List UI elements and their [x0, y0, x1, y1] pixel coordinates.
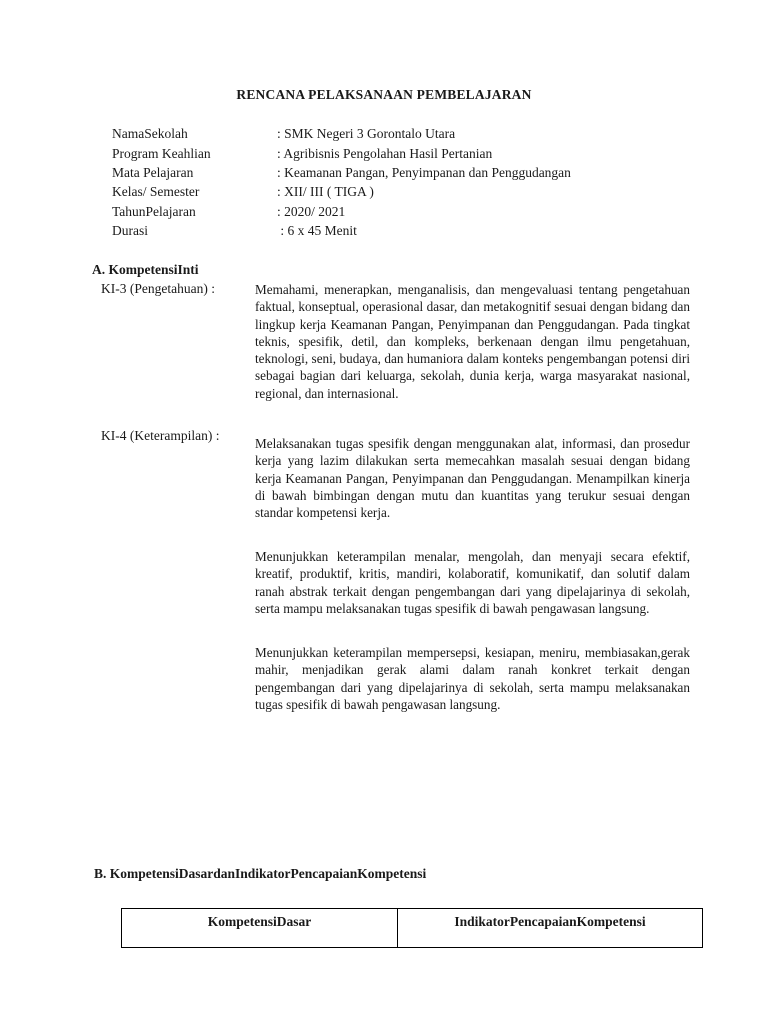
competency-table	[121, 908, 703, 948]
ki3-text: Memahami, menerapkan, menganalisis, dan mengevaluasi tentang pengetahuan faktual, konseptual, operasional dasar, dan metakognitif sesuai dengan bidang dan lingkup kerja Keamanan Pangan, Penyimpanan dan Penggudangan. Pada tingkat teknis, spesifik, detil, dan kompleks, berkenaan dengan ilmu pengetahuan, teknologi, seni, budaya, dan humaniora dalam konteks pengembangan potensi diri sebagai bagian dari keluarga, sekolah, dunia kerja, warga masyarakat nasional, regional, dan internasional.	[255, 282, 690, 401]
identity-label: Durasi	[112, 223, 148, 238]
identity-value: : 2020/ 2021	[277, 204, 346, 219]
identity-value: : Agribisnis Pengolahan Hasil Pertanian	[277, 146, 493, 161]
ki4-paragraph: Menunjukkan keterampilan mempersepsi, kesiapan, meniru, membiasakan,gerak mahir, menjadikan gerak alami dalam ranah konkret terkait dengan pengembangan dari yang dipelajarinya di sekolah, serta mampu melaksanakan tugas spesifik di bawah pengawasan langsung.	[255, 645, 690, 712]
section-b-heading: B. KompetensiDasardanIndikatorPencapaianKompetensi	[94, 866, 427, 881]
table-header-row	[122, 909, 703, 948]
identity-label: NamaSekolah	[112, 126, 188, 141]
ki4-paragraph: Menunjukkan keterampilan menalar, mengolah, dan menyaji secara efektif, kreatif, produktif, kritis, mandiri, kolaboratif, komunikatif, dan solutif dalam ranah abstrak terkait dengan pengembangan dari yang dipelajarinya di sekolah, serta mampu melaksanakan tugas spesifik di bawah pengawasan langsung.	[255, 549, 690, 616]
table-header-kd: KompetensiDasar	[122, 909, 398, 948]
identity-label: Mata Pelajaran	[112, 165, 194, 180]
identity-value: : 6 x 45 Menit	[277, 223, 357, 238]
identity-value: : XII/ III ( TIGA )	[277, 184, 374, 199]
identity-label: Kelas/ Semester	[112, 184, 200, 199]
ki4-paragraph: Melaksanakan tugas spesifik dengan menggunakan alat, informasi, dan prosedur kerja yang lazim dilakukan serta memecahkan masalah sesuai dengan bidang kerja Keamanan Pangan, Penyimpanan dan Penggudangan. Menampilkan kinerja di bawah bimbingan dengan mutu dan kuantitas yang terukur sesuai dengan standar kompetensi kerja.	[255, 436, 690, 521]
table-header-ipk: IndikatorPencapaianKompetensi	[398, 909, 703, 948]
section-a-heading: A. KompetensiInti	[92, 262, 199, 277]
identity-label: Program Keahlian	[112, 146, 211, 161]
identity-value: : Keamanan Pangan, Penyimpanan dan Penggudangan	[277, 165, 571, 180]
ki4-label: KI-4 (Keterampilan) :	[101, 428, 220, 443]
identity-value: : SMK Negeri 3 Gorontalo Utara	[277, 126, 456, 141]
document-title: RENCANA PELAKSANAAN PEMBELAJARAN	[236, 87, 532, 102]
ki3-label: KI-3 (Pengetahuan) :	[101, 281, 215, 296]
identity-label: TahunPelajaran	[112, 204, 196, 219]
